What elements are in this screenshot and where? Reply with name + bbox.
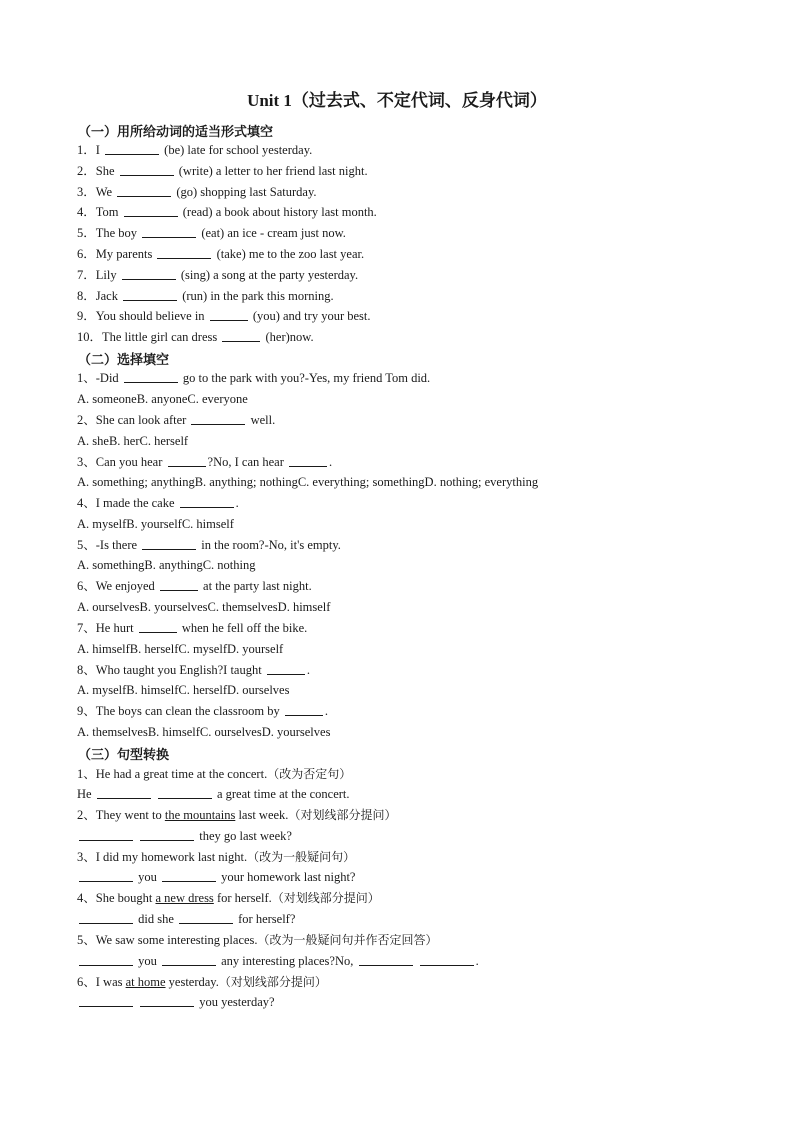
- exercise-line-1-3: 3．We (go) shopping last Saturday.: [77, 185, 317, 199]
- question-2-9: 9、The boys can clean the classroom by .: [77, 704, 328, 718]
- answer-blank[interactable]: [105, 142, 159, 155]
- answer-blank[interactable]: [285, 703, 323, 716]
- exercise-line-1-4: 4．Tom (read) a book about history last month.: [77, 205, 377, 219]
- answer-blank[interactable]: [267, 662, 305, 675]
- answer-blank[interactable]: [180, 495, 234, 508]
- answer-blank[interactable]: [139, 620, 177, 633]
- question-3-1: 1、He had a great time at the concert.（改为否定句）: [77, 767, 352, 781]
- answer-blank[interactable]: [120, 163, 174, 176]
- options-2-4: A. myselfB. yourselfC. himself: [77, 517, 234, 531]
- options-2-9: A. themselvesB. himselfC. ourselvesD. yourselves: [77, 725, 331, 739]
- question-2-7: 7、He hurt when he fell off the bike.: [77, 621, 308, 635]
- question-3-6: 6、I was at home yesterday.（对划线部分提问）: [77, 975, 327, 989]
- answer-blank[interactable]: [140, 994, 194, 1007]
- options-2-6: A. ourselvesB. yourselvesC. themselvesD. himself: [77, 600, 331, 614]
- answer-blank[interactable]: [97, 786, 151, 799]
- exercise-line-1-1: 1．I (be) late for school yesterday.: [77, 143, 313, 157]
- options-2-5: A. somethingB. anythingC. nothing: [77, 558, 256, 572]
- answer-blank[interactable]: [191, 412, 245, 425]
- question-3-2: 2、They went to the mountains last week.（对划线部分提问）: [77, 808, 397, 822]
- answer-3-4: did she for herself?: [77, 911, 295, 927]
- options-2-7: A. himselfB. herselfC. myselfD. yourself: [77, 642, 284, 656]
- question-3-3: 3、I did my homework last night.（改为一般疑问句）: [77, 850, 356, 864]
- answer-blank[interactable]: [160, 578, 198, 591]
- answer-blank[interactable]: [222, 329, 260, 342]
- answer-blank[interactable]: [79, 953, 133, 966]
- question-2-6: 6、We enjoyed at the party last night.: [77, 579, 312, 593]
- options-2-1: A. someoneB. anyoneC. everyone: [77, 392, 248, 406]
- answer-blank[interactable]: [123, 288, 177, 301]
- question-2-2: 2、She can look after well.: [77, 413, 276, 427]
- answer-3-3: you your homework last night?: [77, 869, 355, 885]
- answer-blank[interactable]: [359, 953, 413, 966]
- answer-blank[interactable]: [79, 911, 133, 924]
- underlined-phrase: a new dress: [155, 891, 214, 905]
- exercise-line-1-6: 6．My parents (take) me to the zoo last year.: [77, 247, 365, 261]
- options-2-8: A. myselfB. himselfC. herselfD. ourselves: [77, 683, 290, 697]
- answer-3-6: you yesterday?: [77, 994, 275, 1010]
- exercise-line-1-2: 2．She (write) a letter to her friend last night.: [77, 164, 368, 178]
- answer-blank[interactable]: [210, 308, 248, 321]
- answer-blank[interactable]: [140, 828, 194, 841]
- section-heading-transformation: （三）句型转换: [78, 748, 170, 763]
- question-2-4: 4、I made the cake .: [77, 496, 239, 510]
- question-2-1: 1、-Did go to the park with you?-Yes, my friend Tom did.: [77, 371, 431, 385]
- answer-blank[interactable]: [124, 204, 178, 217]
- exercise-line-1-8: 8．Jack (run) in the park this morning.: [77, 289, 334, 303]
- answer-blank[interactable]: [122, 267, 176, 280]
- answer-blank[interactable]: [168, 454, 206, 467]
- options-2-2: A. sheB. herC. herself: [77, 434, 189, 448]
- answer-blank[interactable]: [289, 454, 327, 467]
- answer-blank[interactable]: [157, 246, 211, 259]
- answer-3-1: He a great time at the concert.: [77, 787, 350, 801]
- section-heading-multiple-choice: （二）选择填空: [78, 353, 170, 368]
- answer-blank[interactable]: [420, 953, 474, 966]
- question-2-5: 5、-Is there in the room?-No, it's empty.: [77, 538, 341, 552]
- answer-blank[interactable]: [142, 225, 196, 238]
- answer-blank[interactable]: [179, 911, 233, 924]
- answer-blank[interactable]: [142, 537, 196, 550]
- underlined-phrase: the mountains: [164, 808, 236, 822]
- page-title: Unit 1（过去式、不定代词、反身代词）: [247, 91, 547, 110]
- exercise-line-1-5: 5．The boy (eat) an ice - cream just now.: [77, 226, 346, 240]
- exercise-line-1-7: 7．Lily (sing) a song at the party yesterday.: [77, 268, 359, 282]
- answer-blank[interactable]: [162, 953, 216, 966]
- answer-3-5: you any interesting places?No, .: [77, 953, 479, 969]
- answer-blank[interactable]: [158, 786, 212, 799]
- answer-blank[interactable]: [79, 828, 133, 841]
- exercise-line-1-10: 10．The little girl can dress (her)now.: [77, 330, 314, 344]
- question-3-4: 4、She bought a new dress for herself.（对划线部分提问）: [77, 891, 380, 905]
- question-2-8: 8、Who taught you English?I taught .: [77, 663, 310, 677]
- answer-blank[interactable]: [79, 994, 133, 1007]
- answer-blank[interactable]: [117, 184, 171, 197]
- answer-3-2: they go last week?: [77, 828, 292, 844]
- answer-blank[interactable]: [162, 869, 216, 882]
- underlined-phrase: at home: [125, 975, 166, 989]
- section-heading-fill-in: （一）用所给动词的适当形式填空: [78, 125, 274, 140]
- question-3-5: 5、We saw some interesting places.（改为一般疑问句并作否定回答）: [77, 933, 438, 947]
- answer-blank[interactable]: [124, 370, 178, 383]
- options-2-3: A. something; anythingB. anything; nothingC. everything; somethingD. nothing; everything: [77, 475, 539, 489]
- question-2-3: 3、Can you hear ?No, I can hear .: [77, 455, 333, 469]
- exercise-line-1-9: 9．You should believe in (you) and try your best.: [77, 309, 371, 323]
- answer-blank[interactable]: [79, 869, 133, 882]
